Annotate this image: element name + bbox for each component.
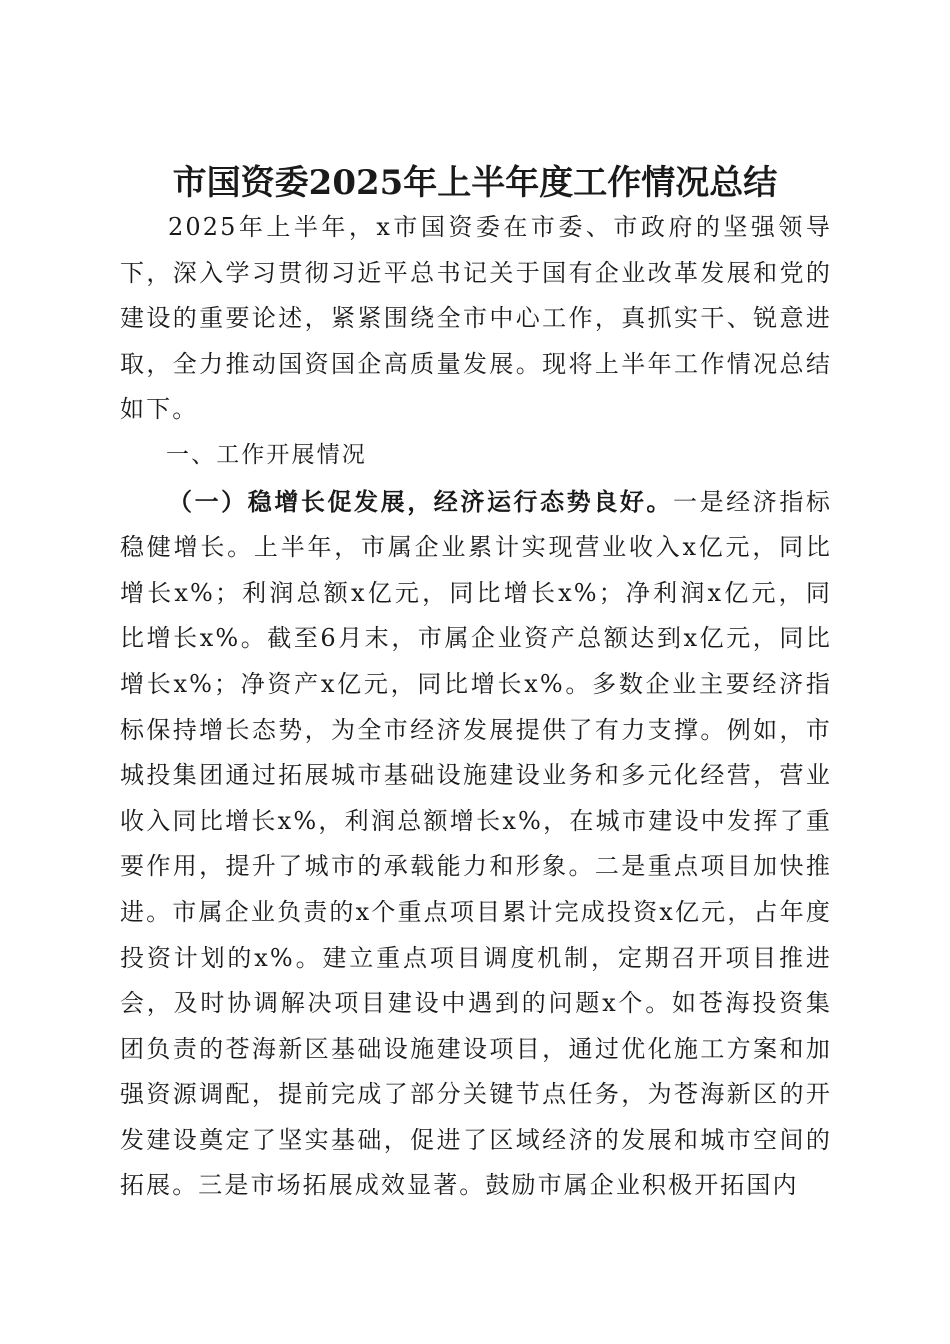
document-body [120,205,832,1209]
intro-paragraph: 2025年上半年，x市国资委在市委、市政府的坚强领导下，深入学习贯彻习近平总书记关于国有企业改革发展和党的建设的重要论述，紧紧围绕全市中心工作，真抓实干、锐意进取，全力推动国资国企高质量发展。现将上半年工作情况总结如下。 [120,213,832,424]
subsection-heading: （一）稳增长促发展，经济运行态势良好。 [168,486,673,516]
section-heading: 一、工作开展情况 [166,441,367,468]
subsection-paragraph [120,479,832,1210]
document-title: 市国资委2025年上半年度工作情况总结 [172,162,778,203]
subsection-text: 一是经济指标稳健增长。上半年，市属企业累计实现营业收入x亿元，同比增长x%；利润总额x亿元，同比增长x%；净利润x亿元，同比增长x%。截至6月末，市属企业资产总额达到x亿元，同比增长x%；净资产x亿元，同比增长x%。多数企业主要经济指标保持增长态势，为全市经济发展提供了有力支撑。例如，市城投集团通过拓展城市基础设施建设业务和多元化经营，营业收入同比增长x%，利润总额增长x%，在城市建设中发挥了重要作用，提升了城市的承载能力和形象。二是重点项目加快推进。市属企业负责的x个重点项目累计完成投资x亿元，占年度投资计划的x%。建立重点项目调度机制，定期召开项目推进会，及时协调解决项目建设中遇到的问题x个。如苍海投资集团负责的苍海新区基础设施建设项目，通过优化施工方案和加强资源调配，提前完成了部分关键节点任务，为苍海新区的开发建设奠定了坚实基础，促进了区域经济的发展和城市空间的拓展。三是市场拓展成效显著。鼓励市属企业积极开拓国内 [120,487,832,1200]
